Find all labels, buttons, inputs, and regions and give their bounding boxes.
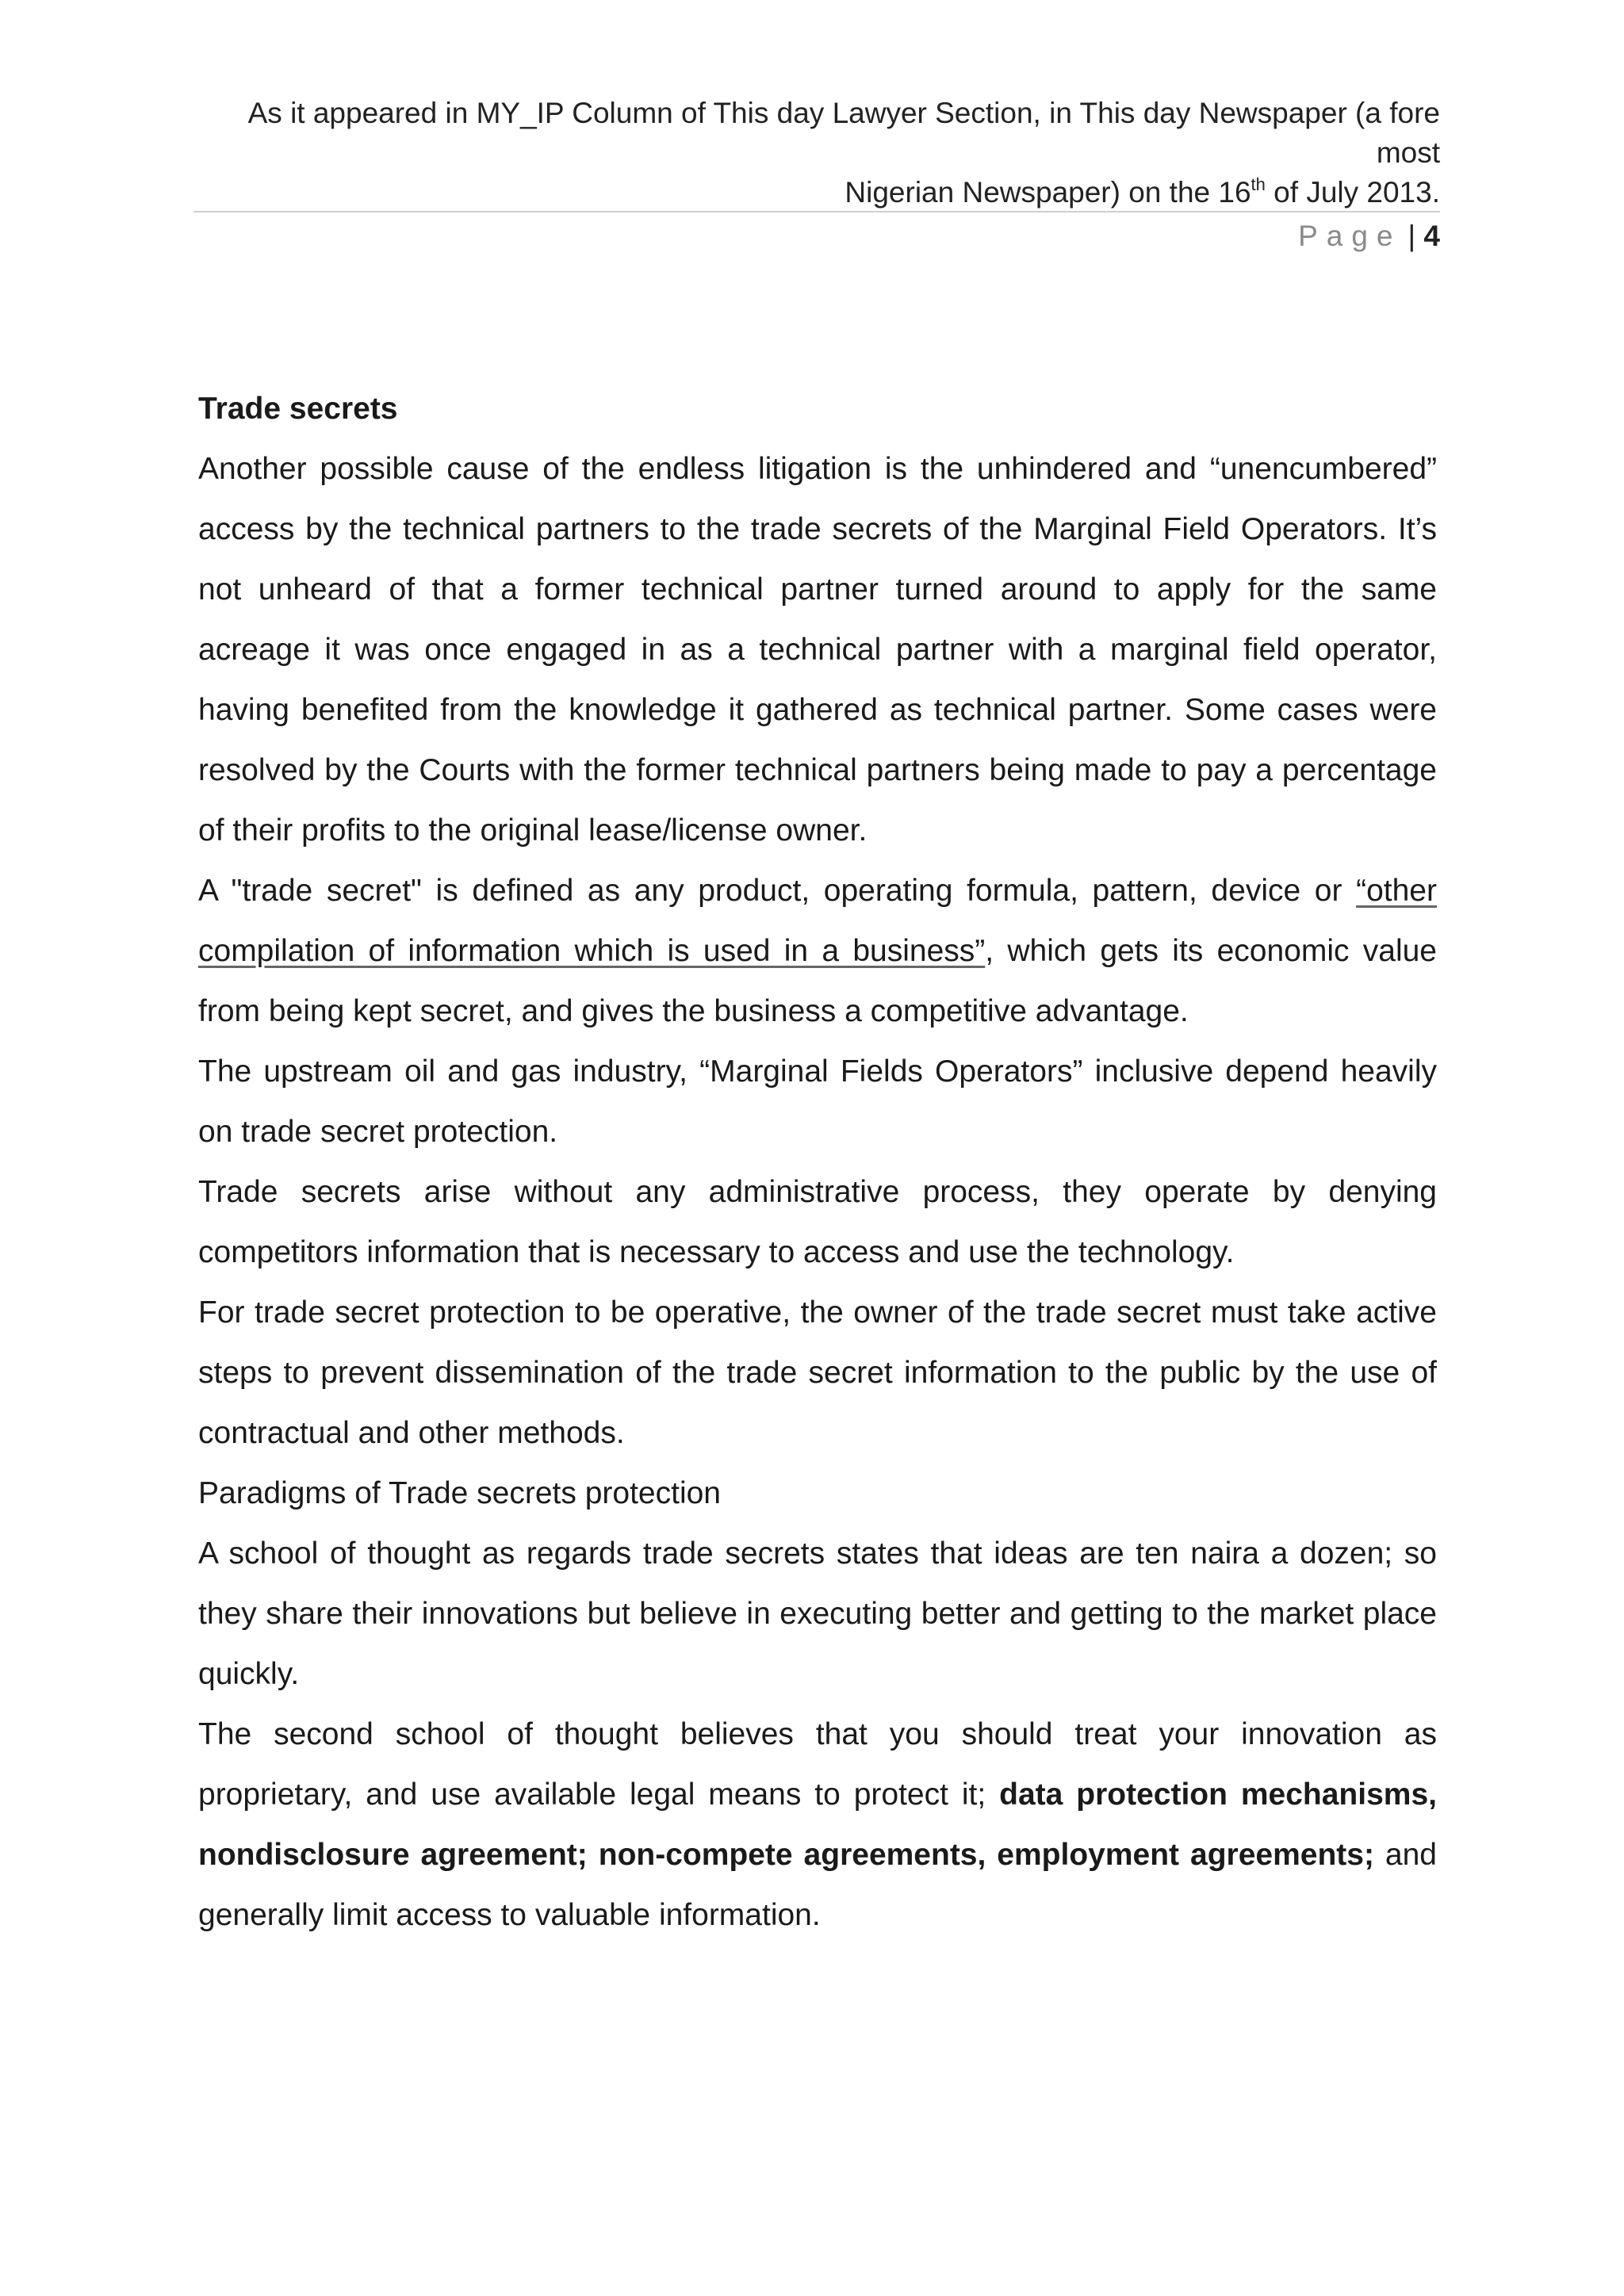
paragraph-8-start: The second school of thought believes that you should treat your innovation as proprietary, and use available legal means to protect it;	[198, 1717, 1437, 1812]
header-divider	[193, 211, 1440, 212]
header-line-2-text: Nigerian Newspaper) on the 16	[845, 176, 1251, 209]
article-body	[198, 379, 1437, 1946]
header-superscript: th	[1251, 174, 1266, 194]
page-number: 4	[1423, 220, 1440, 252]
paragraph-2-start: A "trade secret" is defined as any product, operating formula, pattern, device or	[198, 874, 1357, 908]
paragraph-4: Trade secrets arise without any administrative process, they operate by denying competitors information that is necessary to access and use the technology.	[198, 1175, 1437, 1269]
header-line-2	[193, 173, 1440, 212]
bold-comma: ,	[1428, 1777, 1437, 1812]
page-number-line	[193, 217, 1440, 255]
paragraph-7: A school of thought as regards trade secrets states that ideas are ten naira a dozen; so they share their innovations but believe in executing better and getting to the market place quickly.	[198, 1536, 1437, 1691]
definition-quote: “other compilation of information which is used in a business”	[198, 874, 1437, 968]
paragraph-3: The upstream oil and gas industry, “Marginal Fields Operators” inclusive depend heavily on trade secret protection.	[198, 1054, 1437, 1149]
header-line-1: As it appeared in MY_IP Column of This day Lawyer Section, in This day Newspaper (a fore most	[247, 97, 1440, 169]
header-line-2-end: of July 2013.	[1265, 176, 1440, 209]
section-heading: Trade secrets	[198, 392, 398, 426]
page-label: Page	[1298, 220, 1402, 252]
page-separator: |	[1408, 220, 1416, 252]
paragraph-8	[198, 1705, 1437, 1946]
bold-term-agreements: nondisclosure agreement; non-compete agreements, employment agreements;	[198, 1838, 1374, 1872]
paragraph-5: For trade secret protection to be operative, the owner of the trade secret must take active steps to prevent dissemination of the trade secret information to the public by the use of contractual and other methods.	[198, 1295, 1437, 1450]
paragraph-2	[198, 861, 1437, 1042]
paragraph-2-end: , which gets its economic value from being kept secret, and gives the business a competitive advantage.	[198, 934, 1437, 1028]
bold-term-data-protection: data protection mechanisms	[999, 1777, 1429, 1812]
paragraph-1: Another possible cause of the endless litigation is the unhindered and “unencumbered” access by the technical partners to the trade secrets of the Marginal Field Operators. It’s not unheard of that a former technical partner turned around to apply for the same acreage it was once engaged in as a technical partner with a marginal field operator, having benefited from the knowledge it gathered as technical partner. Some cases were resolved by the Courts with the former technical partners being made to pay a percentage of their profits to the original lease/license owner.	[198, 452, 1437, 848]
page-header	[193, 94, 1440, 255]
subheading-paradigms: Paradigms of Trade secrets protection	[198, 1476, 721, 1510]
paragraph-8-end: and generally limit access to valuable information.	[198, 1838, 1437, 1932]
